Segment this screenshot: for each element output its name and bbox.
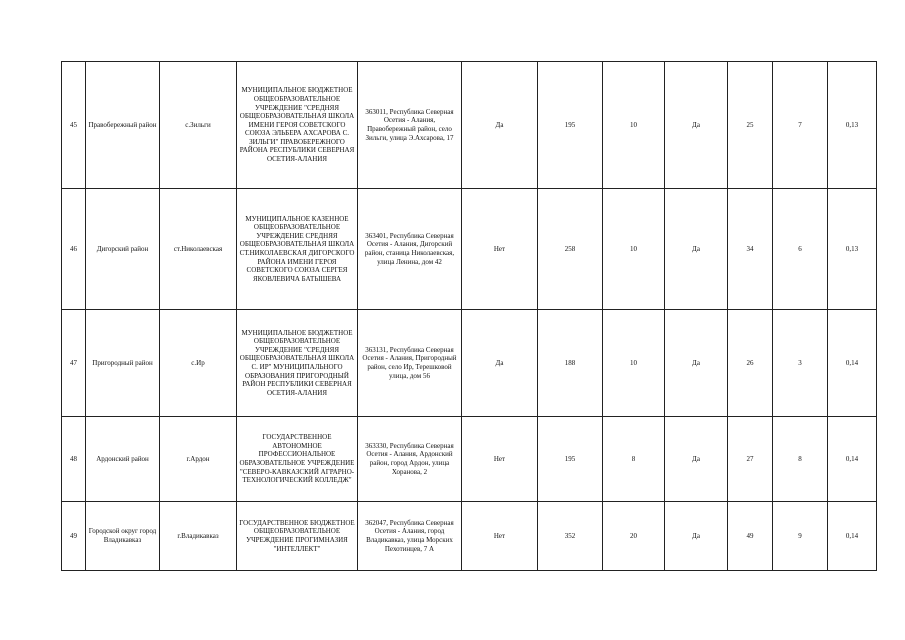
value-cell-1: Да	[462, 310, 538, 417]
value-cell-5: 25	[728, 62, 773, 189]
value-cell-3: 10	[603, 189, 665, 310]
value-cell-6: 9	[773, 502, 828, 571]
row-number: 45	[62, 62, 86, 189]
value-cell-2: 195	[538, 417, 603, 502]
address-cell: 363330, Республика Северная Осетия - Алания, Ардонский район, город Ардон, улица Хоранова, 2	[358, 417, 462, 502]
district-cell: Дигорский район	[86, 189, 160, 310]
value-cell-6: 7	[773, 62, 828, 189]
table-row	[62, 502, 877, 571]
organization-name-cell: МУНИЦИПАЛЬНОЕ КАЗЕННОЕ ОБЩЕОБРАЗОВАТЕЛЬНОЕ УЧРЕЖДЕНИЕ СРЕДНЯЯ ОБЩЕОБРАЗОВАТЕЛЬНАЯ ШКОЛА СТ.НИКОЛАЕВСКАЯ ДИГОРСКОГО РАЙОНА ИМЕНИ ГЕРОЯ СОВЕТСКОГО СОЮЗА СЕРГЕЯ ЯКОВЛЕВИЧА БАТЫШЕВА	[237, 189, 358, 310]
value-cell-5: 27	[728, 417, 773, 502]
schools-table	[61, 61, 877, 571]
district-cell: Пригородный район	[86, 310, 160, 417]
row-number: 48	[62, 417, 86, 502]
value-cell-1: Нет	[462, 417, 538, 502]
value-cell-3: 10	[603, 62, 665, 189]
value-cell-6: 3	[773, 310, 828, 417]
locality-cell: с.Зильги	[160, 62, 237, 189]
value-cell-5: 49	[728, 502, 773, 571]
table-row	[62, 62, 877, 189]
value-cell-4: Да	[665, 62, 728, 189]
value-cell-7: 0,14	[828, 502, 877, 571]
locality-cell: с.Ир	[160, 310, 237, 417]
locality-cell: ст.Николаевская	[160, 189, 237, 310]
value-cell-1: Нет	[462, 502, 538, 571]
value-cell-3: 10	[603, 310, 665, 417]
value-cell-4: Да	[665, 417, 728, 502]
value-cell-1: Да	[462, 62, 538, 189]
table-row	[62, 310, 877, 417]
value-cell-3: 20	[603, 502, 665, 571]
value-cell-2: 258	[538, 189, 603, 310]
row-number: 47	[62, 310, 86, 417]
value-cell-2: 195	[538, 62, 603, 189]
value-cell-3: 8	[603, 417, 665, 502]
value-cell-7: 0,13	[828, 62, 877, 189]
district-cell: Ардонский район	[86, 417, 160, 502]
organization-name-cell: ГОСУДАРСТВЕННОЕ БЮДЖЕТНОЕ ОБЩЕОБРАЗОВАТЕЛЬНОЕ УЧРЕЖДЕНИЕ ПРОГИМНАЗИЯ "ИНТЕЛЛЕКТ"	[237, 502, 358, 571]
locality-cell: г.Ардон	[160, 417, 237, 502]
value-cell-2: 352	[538, 502, 603, 571]
value-cell-5: 26	[728, 310, 773, 417]
value-cell-6: 8	[773, 417, 828, 502]
value-cell-6: 6	[773, 189, 828, 310]
value-cell-2: 188	[538, 310, 603, 417]
organization-name-cell: МУНИЦИПАЛЬНОЕ БЮДЖЕТНОЕ ОБЩЕОБРАЗОВАТЕЛЬНОЕ УЧРЕЖДЕНИЕ "СРЕДНЯЯ ОБЩЕОБРАЗОВАТЕЛЬНАЯ ШКОЛА ИМЕНИ ГЕРОЯ СОВЕТСКОГО СОЮЗА ЭЛЬБЕРА АХСАРОВА С. ЗИЛЬГИ" ПРАВОБЕРЕЖНОГО РАЙОНА РЕСПУБЛИКИ СЕВЕРНАЯ ОСЕТИЯ-АЛАНИЯ	[237, 62, 358, 189]
district-cell: Городской округ город Владикавказ	[86, 502, 160, 571]
table-row	[62, 417, 877, 502]
value-cell-4: Да	[665, 502, 728, 571]
address-cell: 363131, Республика Северная Осетия - Алания, Пригородный район, село Ир, Терешковой улица, дом 56	[358, 310, 462, 417]
district-cell: Правобережный район	[86, 62, 160, 189]
value-cell-1: Нет	[462, 189, 538, 310]
value-cell-7: 0,14	[828, 310, 877, 417]
organization-name-cell: МУНИЦИПАЛЬНОЕ БЮДЖЕТНОЕ ОБЩЕОБРАЗОВАТЕЛЬНОЕ УЧРЕЖДЕНИЕ "СРЕДНЯЯ ОБЩЕОБРАЗОВАТЕЛЬНАЯ ШКОЛА С. ИР" МУНИЦИПАЛЬНОГО ОБРАЗОВАНИЯ ПРИГОРОДНЫЙ РАЙОН РЕСПУБЛИКИ СЕВЕРНАЯ ОСЕТИЯ-АЛАНИЯ	[237, 310, 358, 417]
row-number: 49	[62, 502, 86, 571]
value-cell-4: Да	[665, 189, 728, 310]
value-cell-4: Да	[665, 310, 728, 417]
address-cell: 363401, Республика Северная Осетия - Алания, Дигорский район, станица Николаевская, улица Ленина, дом 42	[358, 189, 462, 310]
row-number: 46	[62, 189, 86, 310]
table-row	[62, 189, 877, 310]
value-cell-7: 0,14	[828, 417, 877, 502]
address-cell: 363011, Республика Северная Осетия - Алания, Правобережный район, село Зильги, улица Э.Ахсарова, 17	[358, 62, 462, 189]
organization-name-cell: ГОСУДАРСТВЕННОЕ АВТОНОМНОЕ ПРОФЕССИОНАЛЬНОЕ ОБРАЗОВАТЕЛЬНОЕ УЧРЕЖДЕНИЕ "СЕВЕРО-КАВКАЗСКИЙ АГРАРНО-ТЕХНОЛОГИЧЕСКИЙ КОЛЛЕДЖ"	[237, 417, 358, 502]
locality-cell: г.Владикавказ	[160, 502, 237, 571]
address-cell: 362047, Республика Северная Осетия - Алания, город Владикавказ, улица Морских Пехотинцев, 7 А	[358, 502, 462, 571]
value-cell-7: 0,13	[828, 189, 877, 310]
value-cell-5: 34	[728, 189, 773, 310]
